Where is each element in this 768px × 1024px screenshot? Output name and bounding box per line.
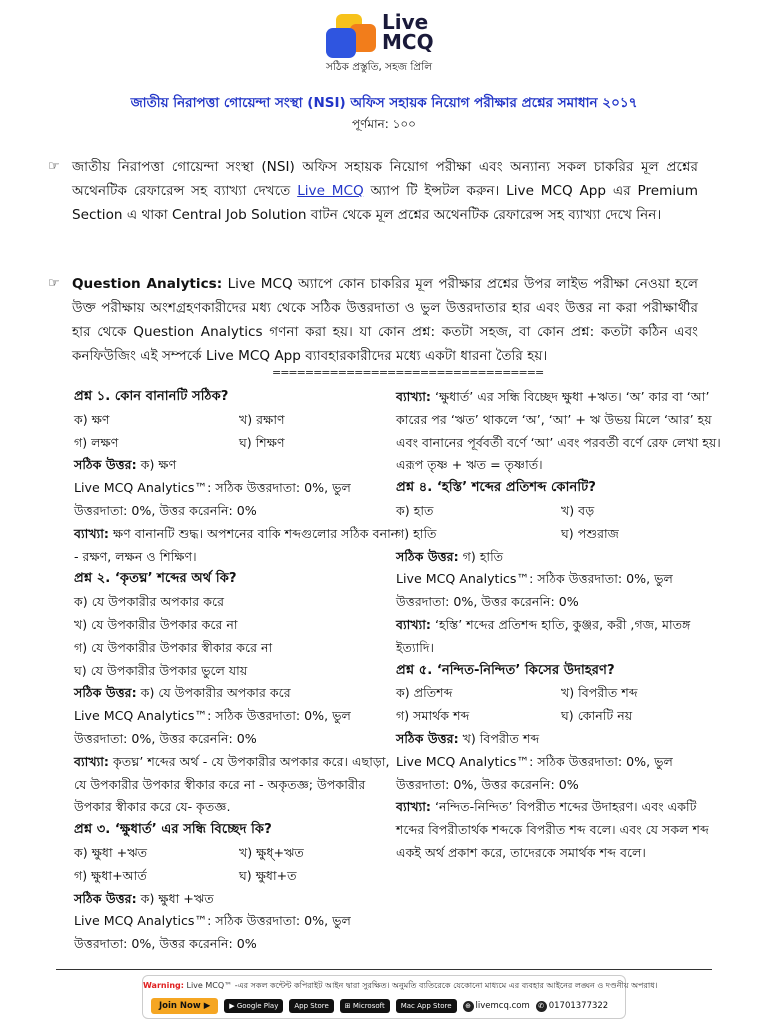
question-options xyxy=(396,500,726,546)
phone-icon: ✆ xyxy=(536,1001,547,1012)
option-b: খ) ক্ষুধ্‌+ঋত xyxy=(239,844,304,860)
explanation: ব্যাখ্যা: ‘নন্দিত-নিন্দিত’ বিপরীত শব্দের উদাহরণ। এবং একটি শব্দের বিপরীতার্থক শব্দকে বিপরীত শব্দ বলে। এবং যে সকল শব্দ একই অর্থ প্রকাশ করে, তাদেরকে সমার্থক শব্দ বলে। xyxy=(396,799,709,860)
website-link[interactable]: ⊕ livemcq.com xyxy=(463,1001,530,1012)
question-options xyxy=(396,682,726,728)
live-mcq-link[interactable]: Live MCQ xyxy=(297,183,364,199)
analytics: Live MCQ Analytics™: সঠিক উত্তরদাতা: 0%, ভুল উত্তরদাতা: 0%, উত্তর করেননি: 0% xyxy=(74,480,351,518)
pointing-hand-icon: ☞ xyxy=(48,276,60,291)
questions-left-column xyxy=(74,386,404,956)
question-text: প্রশ্ন ৪. ‘হস্তি’ শব্দের প্রতিশব্দ কোনটি? xyxy=(396,480,596,496)
question-text: প্রশ্ন ৫. ‘নন্দিত-নিন্দিত’ কিসের উদাহরণ? xyxy=(396,662,615,678)
option-d: ঘ) শিক্ষণ xyxy=(239,434,285,450)
question-3 xyxy=(74,819,404,956)
analytics: Live MCQ Analytics™: সঠিক উত্তরদাতা: 0%, ভুল উত্তরদাতা: 0%, উত্তর করেননি: 0% xyxy=(74,708,351,746)
option-c: গ) লক্ষণ xyxy=(74,434,119,450)
logo-wordmark: Live MCQ xyxy=(382,10,434,54)
page-title: জাতীয় নিরাপত্তা গোয়েন্দা সংস্থা (NSI) অফিস সহায়ক নিয়োগ পরীক্ষার প্রশ্নের সমাধান ২০১৭ xyxy=(130,95,638,111)
logo-mark-icon xyxy=(326,14,378,58)
analytics: Live MCQ Analytics™: সঠিক উত্তরদাতা: 0%, ভুল উত্তরদাতা: 0%, উত্তর করেননি: 0% xyxy=(396,753,673,792)
intro-bullet-install: ☞ জাতীয় নিরাপত্তা গোয়েন্দা সংস্থা (NSI) অফিস সহায়ক নিয়োগ পরীক্ষা এবং অন্যান্য সকল চাকরির মূল প্রশ্নের অথেনটিক রেফারেন্স সহ ব্যাখ্যা দেখতে Live MCQ অ্যাপ টি ইন্সটল করুন। Live MCQ App এর Premium Section এ থাকা Central Job Solution বাটন থেকে মূল প্রশ্নের অথেনটিক রেফারেন্স সহ ব্যাখ্যা দেখে নিন। xyxy=(72,155,698,227)
pointing-hand-icon: ☞ xyxy=(48,159,60,174)
option-a: ক) যে উপকারীর অপকার করে xyxy=(74,594,225,610)
option-a: ক) ক্ষণ xyxy=(74,411,110,427)
questions-right-column xyxy=(396,386,726,865)
option-b: খ) যে উপকারীর উপকার করে না xyxy=(74,616,238,632)
option-a: ক) ক্ষুধা +ঋত xyxy=(74,844,148,860)
question-3-explanation: ব্যাখ্যা: ‘ক্ষুধার্ত’ এর সন্ধি বিচ্ছেদ ক্ষুধা +ঋত। ‘অ’ কার বা ‘আ’ কারের পর ‘ঋত’ থাকলে ‘অ’, ‘আ’ + ঋ উভয় মিলে ‘আর’ হয় এবং বানানের পূর্ববর্তী বর্ণে ‘আ’ এবং পরবর্তী বর্ণে রেফ লেখা হয়। এরূপ তৃষ্ণ + ঋত = তৃষ্ণার্ত। xyxy=(396,389,721,473)
phone-number[interactable]: ✆ 01701377322 xyxy=(536,1001,609,1012)
full-marks: পূর্ণমান: ১০০ xyxy=(352,117,416,131)
explanation: ব্যাখ্যা: কৃতঘ্ন’ শব্দের অর্থ - যে উপকারীর অপকার করে। এছাড়া, যে উপকারীর উপকার স্বীকার করে না - অকৃতজ্ঞ; উপকারীর উপকার স্বীকার করে যে- কৃতজ্ঞ. xyxy=(74,753,390,815)
correct-answer: সঠিক উত্তর: খ) বিপরীত শব্দ xyxy=(396,730,540,746)
option-c: গ) ক্ষুধা+আর্ত xyxy=(74,867,147,883)
option-a: ক) হাত xyxy=(396,502,434,518)
logo-tagline: সঠিক প্রস্তুতি, সহজ প্রিলি xyxy=(326,61,433,73)
question-2 xyxy=(74,568,404,819)
correct-answer: সঠিক উত্তর: ক) ক্ষণ xyxy=(74,457,177,473)
option-c: গ) হাতি xyxy=(396,525,437,541)
question-options xyxy=(74,409,404,455)
option-c: গ) সমার্থক শব্দ xyxy=(396,708,470,724)
option-d: ঘ) যে উপকারীর উপকার ভুলে যায় xyxy=(74,662,248,678)
live-mcq-logo xyxy=(326,10,466,73)
correct-answer: সঠিক উত্তর: গ) হাতি xyxy=(396,548,504,564)
copyright-warning: Warning: Live MCQ™ -এর সকল কন্টেন্ট কপিরাইট আইন দ্বারা সুরক্ষিত। অনুমতি ব্যতিরেকে যেকোনো মাধ্যমে এর ব্যবহার আইনের লঙ্ঘন ও দণ্ডনীয় অপরাধ। xyxy=(143,981,658,990)
app-store-badge[interactable]: App Store xyxy=(289,999,333,1013)
explanation: ব্যাখ্যা: ক্ষণ বানানটি শুদ্ধ। অপশনের বাকি শব্দগুলোর সঠিক বনান - রক্ষণ, লক্ষন ও শিক্ষিণ। xyxy=(74,525,399,564)
option-b: খ) বিপরীত শব্দ xyxy=(561,685,638,701)
explanation: ব্যাখ্যা: ‘হস্তি’ শব্দের প্রতিশব্দ হাতি, কুঞ্জর, করী ,গজ, মাতঙ্গ ইত্যাদি। xyxy=(396,616,691,655)
mac-app-store-badge[interactable]: Mac App Store xyxy=(396,999,457,1013)
question-5 xyxy=(396,660,726,865)
question-text: প্রশ্ন ২. ‘কৃতঘ্ন’ শব্দের অর্থ কি? xyxy=(74,571,237,587)
section-divider: ================================= xyxy=(272,366,544,379)
correct-answer: সঠিক উত্তর: ক) ক্ষুধা +ঋত xyxy=(74,890,214,906)
footer-banner xyxy=(142,975,658,1019)
google-play-badge[interactable]: ▶ Google Play xyxy=(224,999,283,1013)
join-now-button[interactable]: Join Now ▶ xyxy=(151,998,218,1014)
analytics: Live MCQ Analytics™: সঠিক উত্তরদাতা: 0%, ভুল উত্তরদাতা: 0%, উত্তর করেননি: 0% xyxy=(396,571,673,610)
option-d: ঘ) কোনটি নয় xyxy=(561,708,633,724)
question-1 xyxy=(74,386,404,568)
microsoft-store-badge[interactable]: ⊞ Microsoft xyxy=(340,999,390,1013)
option-b: খ) রক্ষাণ xyxy=(239,411,285,427)
option-a: ক) প্রতিশব্দ xyxy=(396,685,453,701)
question-text: প্রশ্ন ৩. ‘ক্ষুধার্ত’ এর সন্ধি বিচ্ছেদ কি? xyxy=(74,822,272,838)
question-4 xyxy=(396,477,726,659)
option-c: গ) যে উপকারীর উপকার স্বীকার করে না xyxy=(74,639,273,655)
globe-icon: ⊕ xyxy=(463,1001,474,1012)
option-d: ঘ) পশুরাজ xyxy=(561,525,619,541)
analytics: Live MCQ Analytics™: সঠিক উত্তরদাতা: 0%, ভুল উত্তরদাতা: 0%, উত্তর করেননি: 0% xyxy=(74,913,351,952)
option-d: ঘ) ক্ষুধা+ত xyxy=(239,867,297,883)
footer-divider xyxy=(56,969,712,970)
intro-bullet-analytics: ☞ Question Analytics: Live MCQ অ্যাপে কোন চাকরির মূল পরীক্ষার প্রশ্নের উপর লাইভ পরীক্ষা নেওয়া হলে উক্ত পরীক্ষায় অংশগ্রহণকারীদের মধ্য থেকে সঠিক উত্তরদাতা ও ভুল উত্তরদাতার হার এবং উত্তর না করা পরীক্ষার্থীর হার থেকে Question Analytics গণনা করা হয়। যা কোন প্রশ্ন: কতটা সহজ, বা কোন প্রশ্ন: কতটা কঠিন এবং কনফিউজিং এই সম্পর্কে Live MCQ App ব্যাবহারকারীদের মধ্যে একটা ধারনা তৈরি হয়। xyxy=(72,272,698,368)
footer-actions xyxy=(151,996,608,1016)
correct-answer: সঠিক উত্তর: ক) যে উপকারীর অপকার করে xyxy=(74,685,291,701)
question-text: প্রশ্ন ১. কোন বানানটি সঠিক? xyxy=(74,389,229,404)
option-b: খ) বড় xyxy=(561,502,595,518)
question-options xyxy=(74,842,404,888)
